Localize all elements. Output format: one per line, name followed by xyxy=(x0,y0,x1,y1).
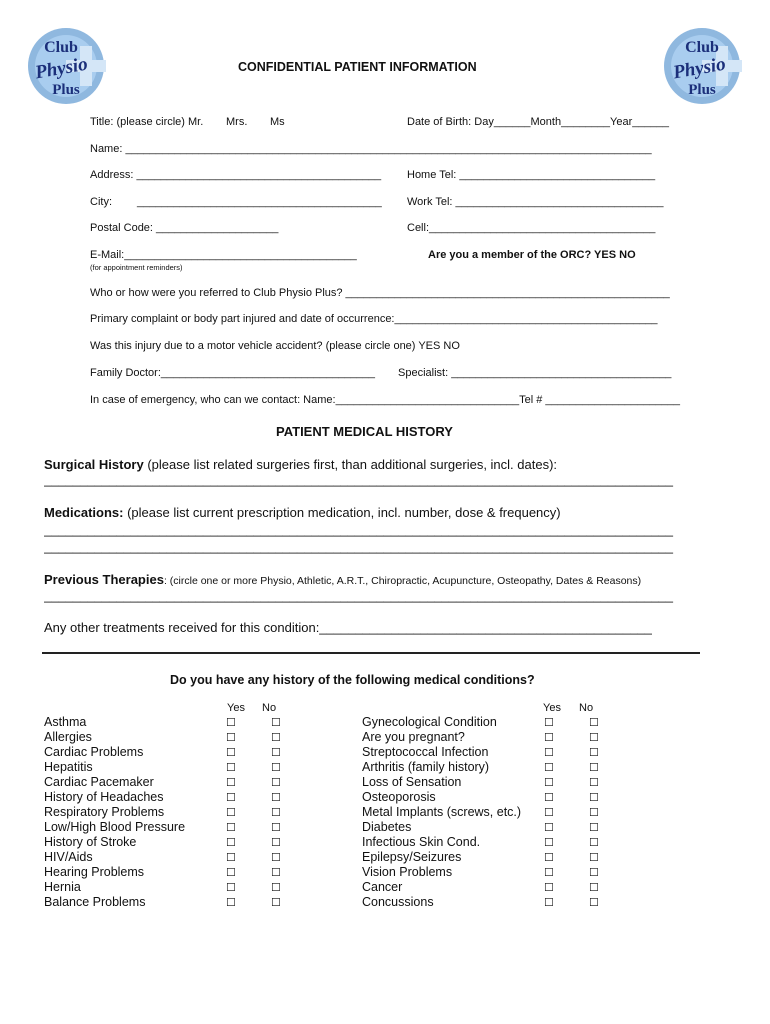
logo-text-club: Club xyxy=(44,39,78,56)
surgical-history-line[interactable]: _______________________________________________________________________________________ xyxy=(44,472,674,487)
yes-checkbox[interactable]: ☐ xyxy=(226,867,236,879)
logo-text-plus: Plus xyxy=(52,82,80,98)
condition-label: History of Stroke xyxy=(44,835,137,849)
condition-row xyxy=(362,820,622,835)
no-checkbox[interactable]: ☐ xyxy=(589,747,599,759)
no-checkbox[interactable]: ☐ xyxy=(271,822,281,834)
condition-row xyxy=(362,895,622,910)
no-checkbox[interactable]: ☐ xyxy=(589,717,599,729)
condition-label: Hearing Problems xyxy=(44,865,145,879)
condition-label: Metal Implants (screws, etc.) xyxy=(362,805,522,819)
condition-label: Low/High Blood Pressure xyxy=(44,820,186,834)
medications-line-1[interactable]: _______________________________________________________________________________________ xyxy=(44,522,674,537)
logo-text-physio: Physio xyxy=(671,53,728,84)
club-physio-plus-logo-left xyxy=(26,26,106,106)
condition-row xyxy=(44,775,304,790)
condition-label: Loss of Sensation xyxy=(362,775,462,789)
no-checkbox[interactable]: ☐ xyxy=(271,882,281,894)
condition-label: Cardiac Problems xyxy=(44,745,144,759)
primary-complaint-field[interactable]: Primary complaint or body part injured and date of occurrence:___________________________________________ xyxy=(90,313,658,325)
condition-row xyxy=(362,745,622,760)
previous-therapies-prompt xyxy=(44,571,641,589)
no-checkbox[interactable]: ☐ xyxy=(589,762,599,774)
condition-row xyxy=(44,880,304,895)
yes-checkbox[interactable]: ☐ xyxy=(226,747,236,759)
yes-checkbox[interactable]: ☐ xyxy=(226,897,236,909)
work-tel-field[interactable]: Work Tel: __________________________________ xyxy=(407,196,664,208)
conditions-question: Do you have any history of the following medical conditions? xyxy=(170,673,535,687)
yes-checkbox[interactable]: ☐ xyxy=(544,897,554,909)
no-checkbox[interactable]: ☐ xyxy=(271,792,281,804)
condition-row xyxy=(362,805,622,820)
condition-label: Epilepsy/Seizures xyxy=(362,850,462,864)
condition-label: Respiratory Problems xyxy=(44,805,165,819)
city-field[interactable]: ________________________________________ xyxy=(137,196,382,208)
home-tel-field[interactable]: Home Tel: ________________________________ xyxy=(407,169,656,181)
condition-row xyxy=(44,715,304,730)
yes-checkbox[interactable]: ☐ xyxy=(226,837,236,849)
no-checkbox[interactable]: ☐ xyxy=(589,792,599,804)
date-of-birth-field[interactable]: Date of Birth: Day______Month________Year______ xyxy=(407,116,669,128)
address-field[interactable]: Address: ________________________________________ xyxy=(90,169,382,181)
condition-label: Are you pregnant? xyxy=(362,730,465,744)
no-checkbox[interactable]: ☐ xyxy=(271,837,281,849)
surgical-history-prompt xyxy=(44,457,557,472)
left-yes-header: Yes xyxy=(227,702,245,714)
condition-label: Cardiac Pacemaker xyxy=(44,775,154,789)
no-checkbox[interactable]: ☐ xyxy=(271,867,281,879)
no-checkbox[interactable]: ☐ xyxy=(589,867,599,879)
medical-history-title: PATIENT MEDICAL HISTORY xyxy=(276,424,453,439)
specialist-field[interactable]: Specialist: ____________________________________ xyxy=(398,367,672,379)
condition-row xyxy=(44,820,304,835)
no-checkbox[interactable]: ☐ xyxy=(589,852,599,864)
condition-label: Concussions xyxy=(362,895,434,909)
email-field[interactable]: E-Mail:______________________________________ xyxy=(90,249,357,261)
medications-text: (please list current prescription medication, incl. number, dose & frequency) xyxy=(123,505,561,520)
condition-row xyxy=(44,790,304,805)
yes-checkbox[interactable]: ☐ xyxy=(226,807,236,819)
orc-member-question[interactable]: Are you a member of the ORC? YES NO xyxy=(428,249,636,261)
condition-row xyxy=(362,850,622,865)
medications-label: Medications: xyxy=(44,505,124,520)
condition-label: Gynecological Condition xyxy=(362,715,497,729)
title-field[interactable]: Title: (please circle) Mr. xyxy=(90,116,204,128)
name-field[interactable]: Name: ______________________________________________________________________________________ xyxy=(90,143,652,155)
condition-label: Hernia xyxy=(44,880,81,894)
yes-checkbox[interactable]: ☐ xyxy=(226,792,236,804)
condition-label: Arthritis (family history) xyxy=(362,760,490,774)
yes-checkbox[interactable]: ☐ xyxy=(544,747,554,759)
no-checkbox[interactable]: ☐ xyxy=(271,717,281,729)
condition-label: Infectious Skin Cond. xyxy=(362,835,481,849)
title-option-ms[interactable]: Ms xyxy=(270,116,285,128)
yes-checkbox[interactable]: ☐ xyxy=(544,732,554,744)
yes-checkbox[interactable]: ☐ xyxy=(226,777,236,789)
yes-checkbox[interactable]: ☐ xyxy=(544,852,554,864)
logo-text-plus: Plus xyxy=(688,82,716,98)
no-checkbox[interactable]: ☐ xyxy=(271,807,281,819)
emergency-contact-field[interactable]: In case of emergency, who can we contact: Name:______________________________Tel # ______________________ xyxy=(90,394,680,406)
condition-row xyxy=(44,730,304,745)
condition-label: Balance Problems xyxy=(44,895,146,909)
yes-checkbox[interactable]: ☐ xyxy=(544,882,554,894)
yes-checkbox[interactable]: ☐ xyxy=(544,717,554,729)
condition-row xyxy=(362,730,622,745)
yes-checkbox[interactable]: ☐ xyxy=(544,867,554,879)
condition-row xyxy=(362,760,622,775)
yes-checkbox[interactable]: ☐ xyxy=(226,717,236,729)
condition-label: Allergies xyxy=(44,730,92,744)
yes-checkbox[interactable]: ☐ xyxy=(544,777,554,789)
postal-code-field[interactable]: Postal Code: ____________________ xyxy=(90,222,279,234)
condition-row xyxy=(362,835,622,850)
no-checkbox[interactable]: ☐ xyxy=(271,897,281,909)
condition-label: Cancer xyxy=(362,880,403,894)
condition-label: Vision Problems xyxy=(362,865,453,879)
no-checkbox[interactable]: ☐ xyxy=(589,732,599,744)
medications-line-2[interactable]: _______________________________________________________________________________________ xyxy=(44,539,674,554)
yes-checkbox[interactable]: ☐ xyxy=(226,882,236,894)
previous-therapies-label: Previous Therapies xyxy=(44,572,164,587)
right-yes-header: Yes xyxy=(543,702,561,714)
no-checkbox[interactable]: ☐ xyxy=(271,747,281,759)
condition-row xyxy=(362,790,622,805)
no-checkbox[interactable]: ☐ xyxy=(271,777,281,789)
surgical-history-label: Surgical History xyxy=(44,457,144,472)
condition-row xyxy=(44,745,304,760)
condition-label: Osteoporosis xyxy=(362,790,436,804)
family-doctor-field[interactable]: Family Doctor:___________________________________ xyxy=(90,367,376,379)
yes-checkbox[interactable]: ☐ xyxy=(544,807,554,819)
no-checkbox[interactable]: ☐ xyxy=(271,732,281,744)
condition-row xyxy=(44,760,304,775)
no-checkbox[interactable]: ☐ xyxy=(589,822,599,834)
page-title: CONFIDENTIAL PATIENT INFORMATION xyxy=(238,60,477,74)
no-checkbox[interactable]: ☐ xyxy=(589,807,599,819)
logo-text-club: Club xyxy=(685,39,719,56)
city-label: City: xyxy=(90,196,112,208)
no-checkbox[interactable]: ☐ xyxy=(589,882,599,894)
right-no-header: No xyxy=(579,702,594,714)
yes-checkbox[interactable]: ☐ xyxy=(544,822,554,834)
medications-prompt xyxy=(44,505,561,520)
condition-label: HIV/Aids xyxy=(44,850,93,864)
cell-field[interactable]: Cell:_____________________________________ xyxy=(407,222,656,234)
condition-row xyxy=(44,835,304,850)
section-divider xyxy=(42,652,700,654)
condition-row xyxy=(44,895,304,910)
yes-checkbox[interactable]: ☐ xyxy=(226,732,236,744)
no-checkbox[interactable]: ☐ xyxy=(589,777,599,789)
email-note: (for appointment reminders) xyxy=(90,263,183,272)
condition-row xyxy=(44,850,304,865)
yes-checkbox[interactable]: ☐ xyxy=(226,762,236,774)
condition-label: Streptococcal Infection xyxy=(362,745,489,759)
referral-field[interactable]: Who or how were you referred to Club Physio Plus? _____________________________________________________ xyxy=(90,287,670,299)
no-checkbox[interactable]: ☐ xyxy=(271,852,281,864)
condition-row xyxy=(44,865,304,880)
left-no-header: No xyxy=(262,702,277,714)
yes-checkbox[interactable]: ☐ xyxy=(544,792,554,804)
no-checkbox[interactable]: ☐ xyxy=(271,762,281,774)
no-checkbox[interactable]: ☐ xyxy=(589,837,599,849)
logo-text-physio: Physio xyxy=(33,53,90,84)
condition-row xyxy=(362,865,622,880)
motor-vehicle-accident-question[interactable]: Was this injury due to a motor vehicle accident? (please circle one) YES NO xyxy=(90,340,460,352)
condition-row xyxy=(362,880,622,895)
previous-therapies-text: : (circle one or more Physio, Athletic, A.R.T., Chiropractic, Acupuncture, Osteopathy, Dates & Reasons) xyxy=(163,575,642,587)
yes-checkbox[interactable]: ☐ xyxy=(544,762,554,774)
title-option-mrs[interactable]: Mrs. xyxy=(226,116,248,128)
no-checkbox[interactable]: ☐ xyxy=(589,897,599,909)
yes-checkbox[interactable]: ☐ xyxy=(226,852,236,864)
surgical-history-text: (please list related surgeries first, than additional surgeries, incl. dates): xyxy=(143,457,558,472)
yes-checkbox[interactable]: ☐ xyxy=(544,837,554,849)
condition-label: Asthma xyxy=(44,715,87,729)
other-treatments-field[interactable]: Any other treatments received for this condition:______________________________________________ xyxy=(44,620,652,635)
condition-label: History of Headaches xyxy=(44,790,164,804)
condition-row xyxy=(362,775,622,790)
condition-row xyxy=(362,715,622,730)
club-physio-plus-logo-right xyxy=(662,26,742,106)
condition-label: Hepatitis xyxy=(44,760,93,774)
condition-label: Diabetes xyxy=(362,820,412,834)
condition-row xyxy=(44,805,304,820)
yes-checkbox[interactable]: ☐ xyxy=(226,822,236,834)
previous-therapies-line[interactable]: _______________________________________________________________________________________ xyxy=(44,588,674,603)
